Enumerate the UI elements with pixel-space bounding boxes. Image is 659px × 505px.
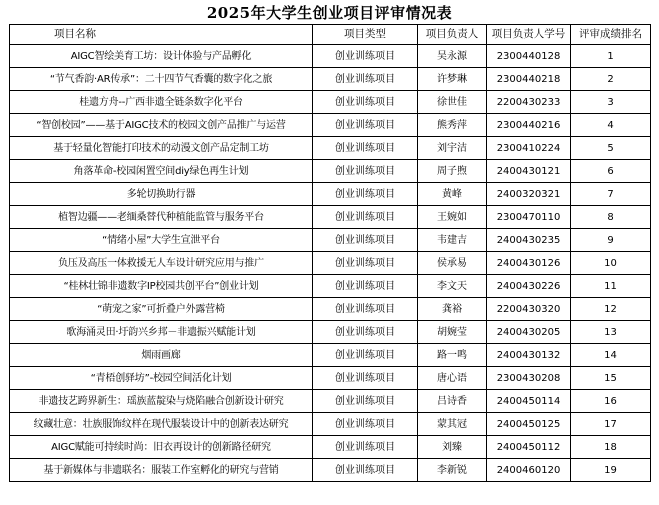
cell-project-type: 创业训练项目: [313, 321, 418, 344]
cell-leader-student-id: 2200430233: [487, 91, 571, 114]
cell-project-name: 负压及高压一体救援无人车设计研究应用与推广: [10, 252, 313, 275]
cell-project-leader: 韦建吉: [418, 229, 487, 252]
cell-review-rank: 16: [571, 390, 651, 413]
cell-project-name: 纹藏壮意：壮族服饰纹样在现代服装设计中的创新表达研究: [10, 413, 313, 436]
cell-project-type: 创业训练项目: [313, 229, 418, 252]
cell-project-leader: 吴永源: [418, 45, 487, 68]
cell-project-name: 基于新媒体与非遗联名：服装工作室孵化的研究与营销: [10, 459, 313, 482]
table-row: [10, 344, 651, 367]
cell-leader-student-id: 2300440128: [487, 45, 571, 68]
cell-leader-student-id: 2200430320: [487, 298, 571, 321]
cell-project-name: 烟雨画廊: [10, 344, 313, 367]
cell-project-type: 创业训练项目: [313, 298, 418, 321]
table-row: [10, 160, 651, 183]
cell-review-rank: 18: [571, 436, 651, 459]
header-review-rank: 评审成绩排名: [571, 25, 651, 45]
cell-review-rank: 11: [571, 275, 651, 298]
cell-project-leader: 李新锐: [418, 459, 487, 482]
cell-project-name: AIGC赋能可持续时尚：旧衣再设计的创新路径研究: [10, 436, 313, 459]
cell-project-type: 创业训练项目: [313, 160, 418, 183]
cell-review-rank: 5: [571, 137, 651, 160]
cell-project-leader: 胡婉莹: [418, 321, 487, 344]
cell-review-rank: 14: [571, 344, 651, 367]
table-row: [10, 459, 651, 482]
cell-project-name: 桂遗方舟--广西非遗全链条数字化平台: [10, 91, 313, 114]
cell-review-rank: 6: [571, 160, 651, 183]
table-row: [10, 45, 651, 68]
table-row: [10, 298, 651, 321]
table-row: [10, 229, 651, 252]
cell-project-type: 创业训练项目: [313, 206, 418, 229]
cell-leader-student-id: 2300470110: [487, 206, 571, 229]
cell-project-leader: 李文天: [418, 275, 487, 298]
cell-leader-student-id: 2400430235: [487, 229, 571, 252]
table-body: [10, 45, 651, 482]
cell-review-rank: 2: [571, 68, 651, 91]
cell-project-leader: 许梦琳: [418, 68, 487, 91]
cell-project-name: “萌宠之家”可折叠户外露营椅: [10, 298, 313, 321]
cell-leader-student-id: 2400450114: [487, 390, 571, 413]
cell-review-rank: 19: [571, 459, 651, 482]
header-row: [10, 25, 651, 45]
cell-review-rank: 7: [571, 183, 651, 206]
cell-review-rank: 12: [571, 298, 651, 321]
cell-leader-student-id: 2300410224: [487, 137, 571, 160]
cell-leader-student-id: 2400430126: [487, 252, 571, 275]
table-row: [10, 114, 651, 137]
table-row: [10, 321, 651, 344]
cell-project-leader: 唐心语: [418, 367, 487, 390]
table-row: [10, 413, 651, 436]
cell-project-leader: 刘宇洁: [418, 137, 487, 160]
cell-review-rank: 3: [571, 91, 651, 114]
cell-review-rank: 13: [571, 321, 651, 344]
cell-project-type: 创业训练项目: [313, 390, 418, 413]
cell-leader-student-id: 2400430132: [487, 344, 571, 367]
cell-leader-student-id: 2400430121: [487, 160, 571, 183]
cell-project-name: 多轮切换助行器: [10, 183, 313, 206]
cell-project-name: 角落革命-校园闲置空间diy绿色再生计划: [10, 160, 313, 183]
cell-project-leader: 徐世佳: [418, 91, 487, 114]
cell-review-rank: 8: [571, 206, 651, 229]
cell-project-name: “智创校园”——基于AIGC技术的校园文创产品推广与运营: [10, 114, 313, 137]
cell-project-type: 创业训练项目: [313, 45, 418, 68]
cell-project-type: 创业训练项目: [313, 68, 418, 91]
cell-leader-student-id: 2300440218: [487, 68, 571, 91]
cell-project-type: 创业训练项目: [313, 114, 418, 137]
cell-project-name: 非遗技艺跨界新生：瑶族蓝靛染与烧陷融合创新设计研究: [10, 390, 313, 413]
table-row: [10, 137, 651, 160]
cell-review-rank: 4: [571, 114, 651, 137]
cell-project-name: “节气香韵·AR传承”：二十四节气香囊的数字化之旅: [10, 68, 313, 91]
cell-review-rank: 15: [571, 367, 651, 390]
table-row: [10, 68, 651, 91]
cell-project-leader: 吕诗香: [418, 390, 487, 413]
table-row: [10, 252, 651, 275]
cell-project-type: 创业训练项目: [313, 367, 418, 390]
table-row: [10, 275, 651, 298]
cell-leader-student-id: 2400460120: [487, 459, 571, 482]
cell-leader-student-id: 2300440216: [487, 114, 571, 137]
cell-project-leader: 蒙其冠: [418, 413, 487, 436]
cell-project-type: 创业训练项目: [313, 137, 418, 160]
cell-project-name: AIGC智绘美育工坊：设计体验与产品孵化: [10, 45, 313, 68]
cell-project-leader: 路一鸣: [418, 344, 487, 367]
cell-project-name: “桂林壮锦非遗数字IP校园共创平台”创业计划: [10, 275, 313, 298]
cell-leader-student-id: 2300430208: [487, 367, 571, 390]
cell-review-rank: 10: [571, 252, 651, 275]
cell-leader-student-id: 2400450125: [487, 413, 571, 436]
cell-leader-student-id: 2400320321: [487, 183, 571, 206]
cell-project-type: 创业训练项目: [313, 91, 418, 114]
header-project-leader: 项目负责人: [418, 25, 487, 45]
table-row: [10, 390, 651, 413]
cell-leader-student-id: 2400430205: [487, 321, 571, 344]
cell-leader-student-id: 2400450112: [487, 436, 571, 459]
table-row: [10, 367, 651, 390]
cell-project-leader: 王婉如: [418, 206, 487, 229]
cell-project-name: 歌海涌灵田·圩韵兴乡邦－非遗振兴赋能计划: [10, 321, 313, 344]
header-project-type: 项目类型: [313, 25, 418, 45]
cell-project-type: 创业训练项目: [313, 413, 418, 436]
cell-project-leader: 黄峰: [418, 183, 487, 206]
table-row: [10, 91, 651, 114]
table-row: [10, 183, 651, 206]
review-table: [9, 24, 651, 482]
header-leader-student-id: 项目负责人学号: [487, 25, 571, 45]
cell-project-name: “青梧创驿坊”-校园空间活化计划: [10, 367, 313, 390]
cell-leader-student-id: 2400430226: [487, 275, 571, 298]
cell-project-type: 创业训练项目: [313, 252, 418, 275]
cell-project-name: 基于轻量化智能打印技术的动漫文创产品定制工坊: [10, 137, 313, 160]
cell-project-type: 创业训练项目: [313, 275, 418, 298]
cell-project-leader: 刘臻: [418, 436, 487, 459]
cell-project-leader: 周子煦: [418, 160, 487, 183]
cell-project-type: 创业训练项目: [313, 459, 418, 482]
cell-project-type: 创业训练项目: [313, 344, 418, 367]
cell-project-leader: 侯承易: [418, 252, 487, 275]
table-row: [10, 436, 651, 459]
cell-project-leader: 龚裕: [418, 298, 487, 321]
cell-project-name: “情绪小屋”大学生宣泄平台: [10, 229, 313, 252]
header-project-name: 项目名称: [10, 25, 313, 45]
cell-project-leader: 熊秀萍: [418, 114, 487, 137]
cell-review-rank: 17: [571, 413, 651, 436]
cell-project-name: 植智边疆——老缅桑替代种植能监管与服务平台: [10, 206, 313, 229]
cell-project-type: 创业训练项目: [313, 183, 418, 206]
cell-review-rank: 1: [571, 45, 651, 68]
cell-review-rank: 9: [571, 229, 651, 252]
table-row: [10, 206, 651, 229]
page-title: 2025年大学生创业项目评审情况表: [206, 4, 453, 22]
cell-project-type: 创业训练项目: [313, 436, 418, 459]
